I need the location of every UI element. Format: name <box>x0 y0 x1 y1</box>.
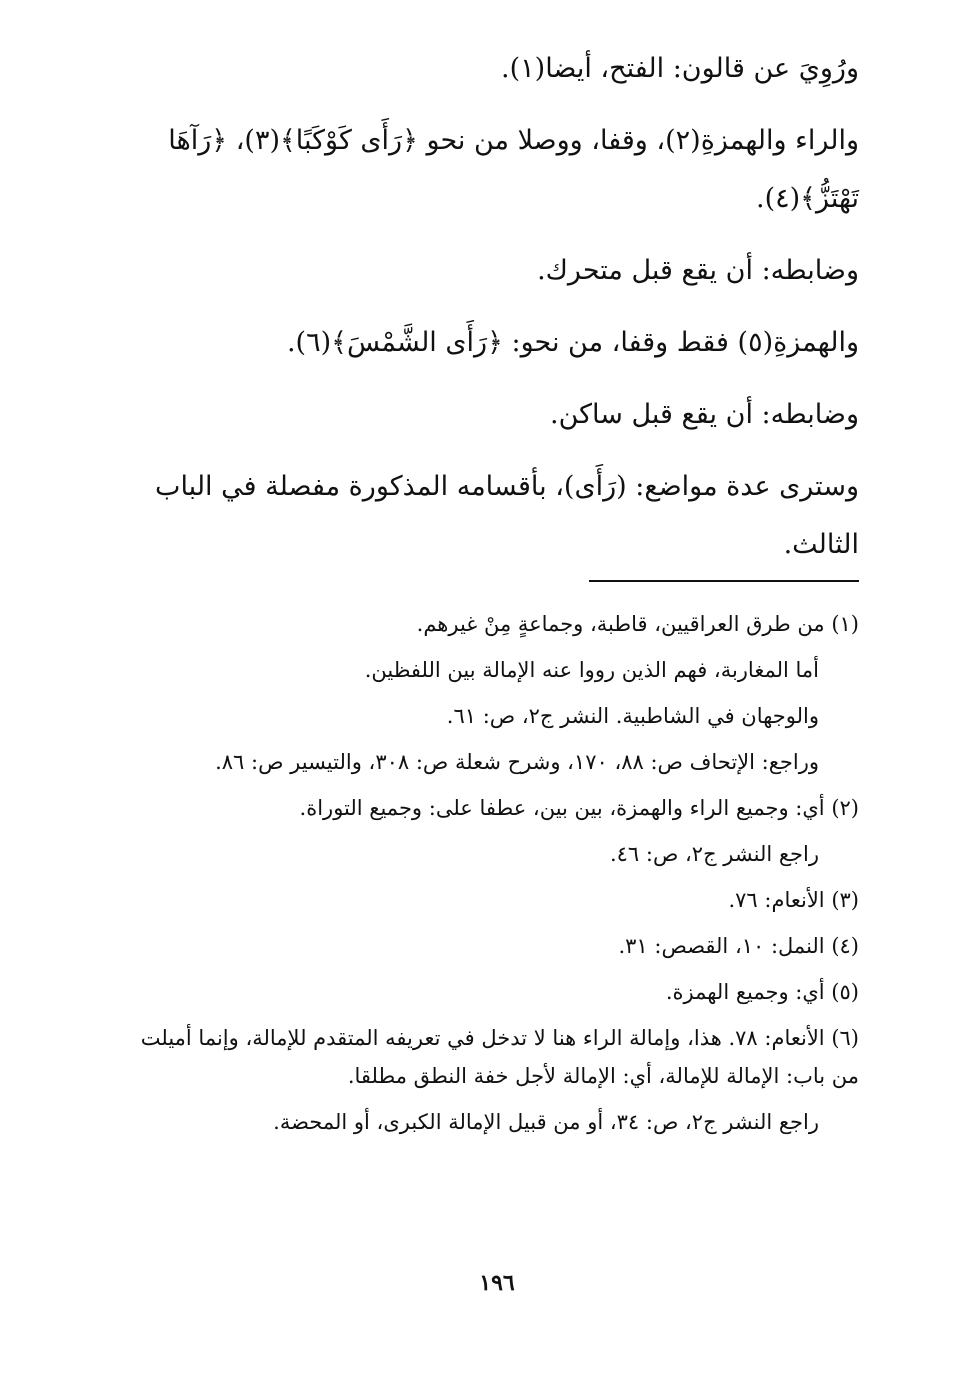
footnote-line: راجع النشر ج٢، ص: ٤٦. <box>609 842 819 866</box>
main-text <box>135 40 859 574</box>
page-number: ١٩٦ <box>479 1270 515 1296</box>
footnote-line: والوجهان في الشاطبية. النشر ج٢، ص: ٦١. <box>446 704 819 728</box>
footnotes <box>135 605 859 1149</box>
footnote: (٢) أي: وجميع الراء والهمزة، بين بين، عطفا على: وجميع التوراة. <box>299 796 859 820</box>
footnote-separator <box>589 580 859 582</box>
body-paragraph: وسترى عدة مواضع: (رَأَى)، بأقسامه المذكورة مفصلة في الباب الثالث. <box>155 471 859 560</box>
page <box>135 40 859 1340</box>
body-paragraph: وضابطه: أن يقع قبل متحرك. <box>537 255 859 286</box>
footnote: (٤) النمل: ١٠، القصص: ٣١. <box>618 934 859 958</box>
footnote-line: وراجع: الإتحاف ص: ٨٨، ١٧٠، وشرح شعلة ص: ٣٠٨، والتيسير ص: ٨٦. <box>215 750 819 774</box>
footnote: (٥) أي: وجميع الهمزة. <box>665 980 859 1004</box>
body-paragraph: والهمزةِ(٥) فقط وقفا، من نحو: ﴿رَأَى الشَّمْسَ﴾(٦). <box>286 327 859 358</box>
footnote: (٦) الأنعام: ٧٨. هذا، وإمالة الراء هنا لا تدخل في تعريفه المتقدم للإمالة، وإنما أميلت من باب: الإمالة للإمالة، أي: الإمالة لأجل خفة النطق مطلقا. <box>140 1026 859 1088</box>
footnote-line: أما المغاربة، فهم الذين رووا عنه الإمالة بين اللفظين. <box>364 658 819 682</box>
body-paragraph: وضابطه: أن يقع قبل ساكن. <box>550 399 859 430</box>
footnote-line: راجع النشر ج٢، ص: ٣٤، أو من قبيل الإمالة الكبرى، أو المحضة. <box>273 1110 819 1134</box>
body-paragraph: ورُوِيَ عن قالون: الفتح، أيضا(١). <box>501 53 859 84</box>
footnote: (١) من طرق العراقيين، قاطبة، وجماعةٍ مِنْ غيرهم. <box>416 612 859 636</box>
body-paragraph: والراء والهمزةِ(٢)، وقفا، ووصلا من نحو ﴿رَأَى كَوْكَبًا﴾(٣)، ﴿رَآهَا تَهْتَزُّ﴾(٤). <box>168 125 859 214</box>
footnote: (٣) الأنعام: ٧٦. <box>728 888 859 912</box>
